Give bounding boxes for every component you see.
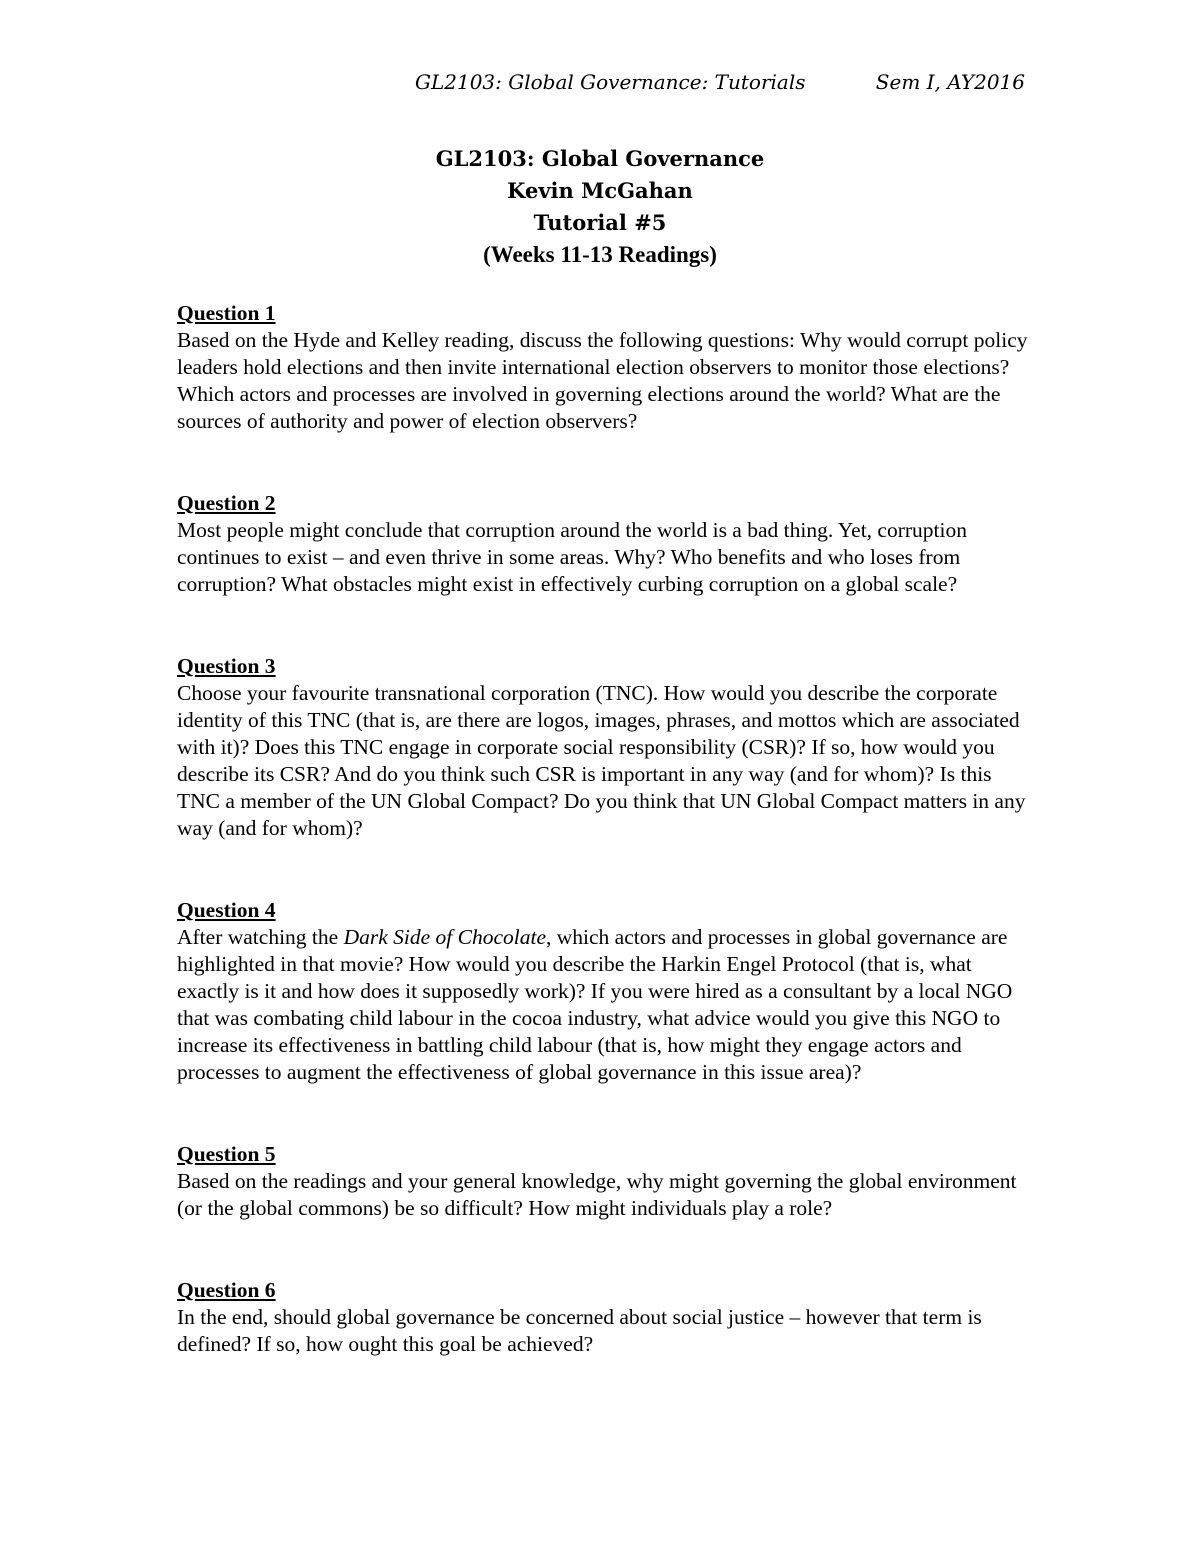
question-text: Choose your favourite transnational corporation (TNC). How would you describe the corporate identity of this TNC (that is, are there are logos, images, phrases, and mottos which are associated with it)? Does this TNC engage in corporate social responsibility (CSR)? If so, how would you describe its CSR? And do you think such CSR is important in any way (and for whom)? Is this TNC a member of the UN Global Compact? Do you think that UN Global Compact matters in any way (and for whom)? <box>177 681 1026 840</box>
course-title: GL2103: Global Governance <box>435 146 765 171</box>
question-text: In the end, should global governance be concerned about social justice – however that term is defined? If so, how ought this goal be achieved? <box>177 1305 982 1356</box>
question-text-after: , which actors and processes in global governance are highlighted in that movie? How would you describe the Harkin Engel Protocol (that is, what exactly is it and how does it supposedly work)? If you were hired as a consultant by a local NGO that was combating child labour in the cocoa industry, what advice would you give this NGO to increase its effectiveness in battling child labour (that is, how might they engage actors and processes to augment the effectiveness of global governance in this issue area)? <box>177 925 1013 1084</box>
question-heading: Question 1 <box>177 301 276 325</box>
question-heading: Question 6 <box>177 1278 276 1302</box>
question-text: Based on the Hyde and Kelley reading, discuss the following questions: Why would corrupt policy leaders hold elections and then invite international election observers to monitor those elections? Which actors and processes are involved in governing elections around the world? What are the sources of authority and power of election observers? <box>177 328 1028 433</box>
header-semester: Sem I, AY2016 <box>875 70 1025 94</box>
running-header <box>415 70 1025 100</box>
question-text-before: After watching the <box>177 925 344 949</box>
question-4 <box>177 897 1037 1086</box>
question-1 <box>177 300 1037 435</box>
question-text: Based on the readings and your general knowledge, why might governing the global environment (or the global commons) be so difficult? How might individuals play a role? <box>177 1169 1017 1220</box>
film-title: Dark Side of Chocolate <box>343 925 546 949</box>
question-heading: Question 2 <box>177 491 276 515</box>
question-heading: Question 4 <box>177 898 276 922</box>
question-text <box>177 924 1037 1086</box>
question-5 <box>177 1141 1037 1222</box>
header-course-title: GL2103: Global Governance: Tutorials <box>415 70 806 94</box>
questions-list <box>177 300 1037 1358</box>
question-2 <box>177 490 1037 598</box>
weeks-range: (Weeks 11-13 Readings) <box>483 242 717 267</box>
question-3 <box>177 653 1037 842</box>
tutorial-number: Tutorial #5 <box>533 210 667 235</box>
instructor-name: Kevin McGahan <box>507 178 693 203</box>
question-heading: Question 3 <box>177 654 276 678</box>
title-block <box>0 143 1200 271</box>
question-heading: Question 5 <box>177 1142 276 1166</box>
question-6 <box>177 1277 1037 1358</box>
question-text: Most people might conclude that corruption around the world is a bad thing. Yet, corruption continues to exist – and even thrive in some areas. Why? Who benefits and who loses from corruption? What obstacles might exist in effectively curbing corruption on a global scale? <box>177 518 967 596</box>
